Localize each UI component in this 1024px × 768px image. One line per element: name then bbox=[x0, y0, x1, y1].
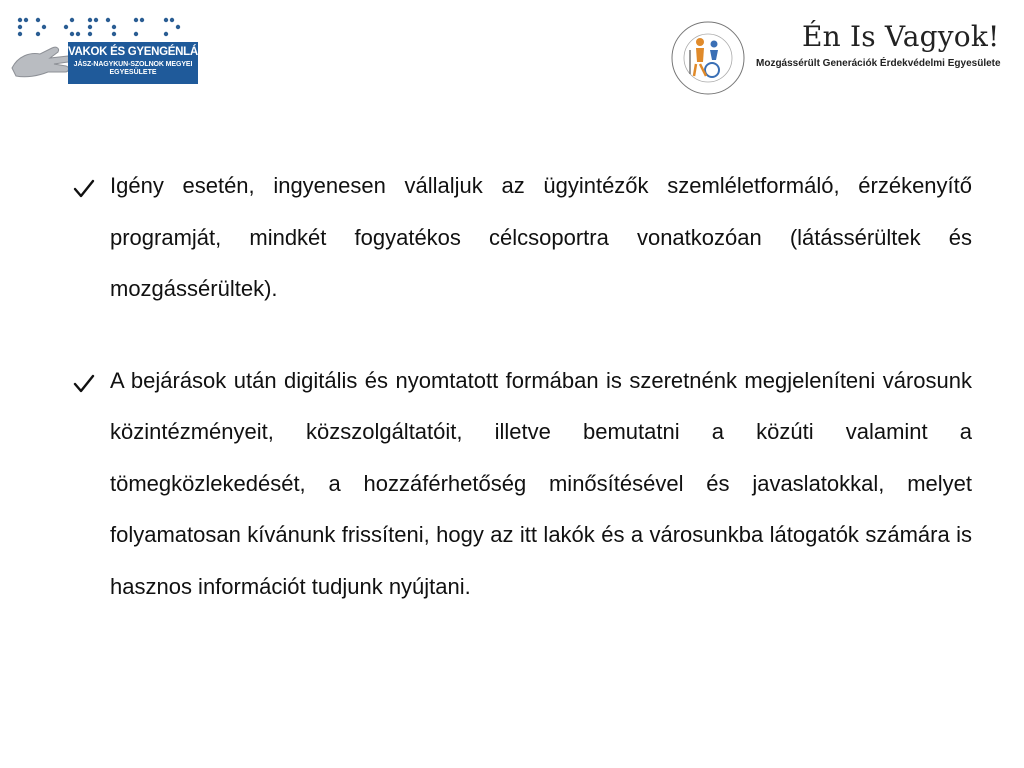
check-icon bbox=[72, 363, 96, 387]
bullet-text: Igény esetén, ingyenesen vállaljuk az ügyintézők szemléletformáló, érzékenyítő programját, mindkét fogyatékos célcsoportra vonatkozóan (látássérültek és mozgássérültek). bbox=[110, 173, 972, 301]
logo-right-subtitle: Mozgássérült Generációk Érdekvédelmi Egyesülete bbox=[756, 58, 1001, 69]
logo-left-line2: EGYESÜLETE bbox=[109, 69, 157, 76]
bullet-item bbox=[72, 355, 972, 613]
seal-logo-icon bbox=[670, 20, 746, 96]
check-icon bbox=[72, 168, 96, 192]
bullet-list bbox=[72, 160, 972, 612]
logo-left-box bbox=[68, 42, 222, 84]
logo-en-is-vagyok bbox=[668, 16, 1018, 86]
bullet-item bbox=[72, 160, 972, 315]
bullet-text: A bejárások után digitális és nyomtatott formában is szeretnénk megjeleníteni városunk közintézményeit, közszolgáltatóit, illetve bemutatni a közúti valamint a tömegközlekedését, a hozzáférhetőség minősítésével és javaslatokkal, melyet folyamatosan kívánunk frissíteni, hogy az itt lakók és a városunkba látogatók számára is hasznos információt tudjunk nyújtani. bbox=[110, 367, 972, 599]
logo-left-name: VAKOK ÉS GYENGÉNLÁTÓK bbox=[68, 46, 222, 58]
logo-right-title: Én Is Vagyok! bbox=[802, 20, 1000, 53]
logo-vakok-es-gyengenlatok bbox=[6, 14, 222, 84]
logo-left-line1: JÁSZ-NAGYKUN-SZOLNOK MEGYEI bbox=[73, 61, 193, 68]
